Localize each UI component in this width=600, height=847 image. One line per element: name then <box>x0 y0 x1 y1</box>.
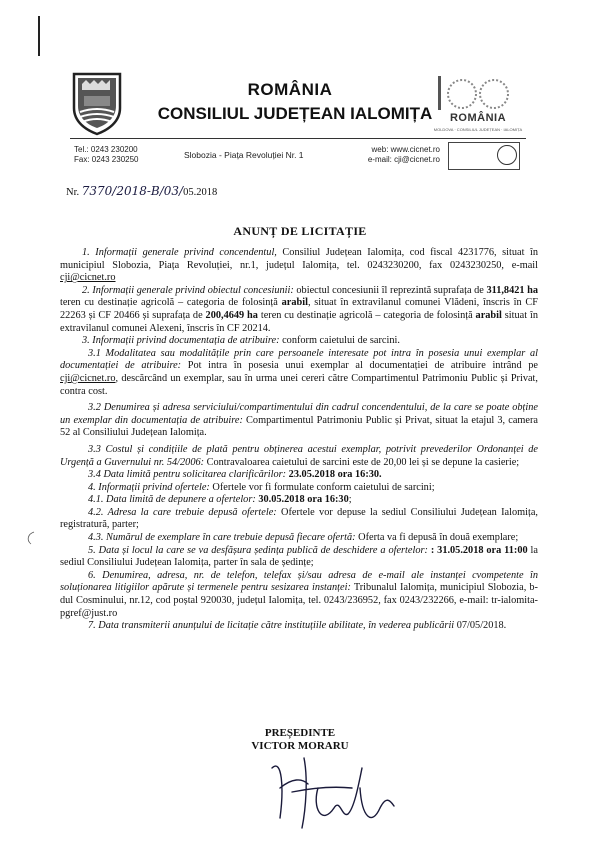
p33-text: Contravaloarea caietului de sarcini este de 20,00 lei și se depune la casierie; <box>204 456 520 468</box>
header-address: Slobozia - Piața Revoluției Nr. 1 <box>184 150 304 160</box>
p3-text: conform caietului de sarcini. <box>279 335 400 347</box>
document-body <box>60 247 538 633</box>
header-divider <box>70 138 526 139</box>
header-country: ROMÂNIA <box>247 80 333 99</box>
p2-area-1: 311,8421 ha <box>486 284 538 296</box>
p1-text: Consiliul Județean Ialomița, cod fiscal 4231776, situat în municipiul Slobozia, Piața Revoluției, nr.1, județul Ialomița, tel. 0243230200, fax 0243230250, e-mail <box>60 247 538 271</box>
paragraph-6 <box>60 570 538 620</box>
p4-text: Ofertele vor fi formulate conform caietului de sarcini; <box>209 481 435 493</box>
paragraph-3 <box>60 335 538 348</box>
p2-label: 2. Informații generale privind obiectul concesiunii: <box>82 284 294 296</box>
header-web-block <box>344 145 440 165</box>
reference-number <box>66 184 217 198</box>
header-tel: Tel.: 0243 230200 <box>74 145 138 154</box>
handwritten-signature-icon <box>262 748 422 838</box>
header-fax: Fax: 0243 230250 <box>74 155 139 164</box>
p2-use-2: arabil <box>475 309 502 321</box>
p32-text: Compartimentul Patrimoniu Public și Privat, situat la etajul 3, camera 52 al Consiliului Județean Ialomița. <box>60 414 538 439</box>
p5-text: la sediul Consiliului Județean Ialomița, parter în sala de ședințe; <box>60 544 538 569</box>
p2-area-2: 200,4649 ha <box>205 309 258 321</box>
p2-text-a: obiectul concesiunii îl reprezintă suprafața de <box>293 284 487 296</box>
p42-label: 4.2. Adresa la care trebuie depusă ofertele: <box>88 506 277 518</box>
p6-text: Tribunalul Ialomița, municipiul Slobozia, b-dul Cosminului, nr.12, cod poștal 920030, județul Ialomița, tel. 0243/236952, fax 0243/232266, e-mail: tr-ialomita-pgref@just.ro <box>60 582 538 619</box>
paragraph-3-3 <box>60 444 538 469</box>
paragraph-3-2 <box>60 402 538 440</box>
header-web: web: www.cicnet.ro <box>371 145 440 154</box>
signatory-name: VICTOR MORARU <box>251 740 349 752</box>
header-email: e-mail: cji@cicnet.ro <box>367 155 440 164</box>
margin-pen-stroke <box>38 16 40 56</box>
centenary-subcaption: MOLDOVA · CONSILIUL JUDEȚEAN · IALOMIȚA <box>433 127 523 132</box>
p34-value: 23.05.2018 ora 16:30. <box>286 469 382 481</box>
paragraph-4 <box>60 482 538 495</box>
reference-prefix: Nr. <box>66 187 80 198</box>
reference-suffix: 05.2018 <box>183 187 218 198</box>
p41-tail: ; <box>348 494 352 506</box>
p31-label: 3.1 Modalitatea sau modalitățile prin care persoanele interesate pot intra în posesia unui exemplar al documentației de atribuire: <box>60 347 538 372</box>
p31-email-link[interactable]: cji@cicnet.ro <box>60 372 116 384</box>
p5-value: : 31.05.2018 ora 11:00 <box>427 544 528 556</box>
p42-text: Ofertele vor depuse la sediul Consiliului Județean Ialomița, registratură, parter; <box>60 506 538 531</box>
p41-label: 4.1. Data limită de depunere a ofertelor: <box>88 494 256 506</box>
margin-scribble-icon <box>22 530 38 546</box>
p5-label: 5. Data și locul la care se va desfășura ședința publică de deschidere a ofertelor: <box>88 544 428 556</box>
reference-handwritten: 7370/2018-B/03/ <box>81 184 184 198</box>
p33-label: 3.3 Costul și condițiile de plată pentru obținerea acestui exemplar, potrivit prevederilor Ordonanței de Urgență a Guvernului nr. 54/2006: <box>60 443 538 468</box>
header-phone-block <box>74 145 139 165</box>
p31-text-b: , descărcând un exemplar, sau în urma unei cereri către Compartimentul Patrimoniu Public și Privat, contra cost. <box>60 372 538 397</box>
paragraph-3-1 <box>60 348 538 398</box>
p2-use-1: arabil <box>281 297 308 309</box>
signatory-role: PREȘEDINTE <box>264 727 336 739</box>
p3-label: 3. Informații privind documentația de atribuire: <box>82 335 280 347</box>
p7-text: 07/05/2018. <box>454 620 507 632</box>
p41-value: 30.05.2018 ora 16:30 <box>255 494 349 506</box>
p34-label: 3.4 Data limită pentru solicitarea clarificărilor: <box>88 469 287 481</box>
paragraph-5 <box>60 545 538 570</box>
p31-text-a: Pot intra în posesia unui exemplar al documentației de atribuire intrând pe <box>181 360 539 372</box>
p2-text-c: , situat în extravilanul comunei Vlădeni, înscris în CF 22263 și CF 20466 și suprafața de <box>60 297 538 321</box>
document-title: ANUNȚ DE LICITAȚIE <box>233 224 367 238</box>
p32-label: 3.2 Denumirea și adresa serviciului/compartimentului din cadrul concendentului, de la care se poate obține un exemplar din documentația de atribuire: <box>60 402 538 426</box>
p2-text-e: situat în extravilanul comunei Alexeni, înscris în CF 20214. <box>60 309 538 334</box>
paragraph-1 <box>60 247 538 285</box>
centenary-caption: ROMÂNIA <box>449 112 507 124</box>
certification-badge-icon <box>497 145 517 165</box>
p4-label: 4. Informații privind ofertele: <box>88 481 210 493</box>
p6-label: 6. Denumirea, adresa, nr. de telefon, telefax și/sau adresa de e-mail ale instanței cvompetente în soluționarea litigiilor apărute și termenele pentru sesizarea instanței: <box>60 569 538 594</box>
p2-text-d: teren cu destinație agricolă – categoria de folosință <box>257 309 476 321</box>
county-crest-icon <box>70 70 124 136</box>
paragraph-4-3 <box>60 532 538 545</box>
paragraph-4-2 <box>60 507 538 532</box>
paragraph-2 <box>60 285 538 335</box>
header-council-name: CONSILIUL JUDEȚEAN IALOMIȚA <box>157 104 433 123</box>
p43-text: Oferta va fi depusă în două exemplare; <box>355 532 519 544</box>
paragraph-4-1 <box>60 494 538 507</box>
p43-label: 4.3. Numărul de exemplare în care trebuie depusă fiecare ofertă: <box>88 532 356 544</box>
paragraph-7 <box>60 620 538 633</box>
p1-email-link[interactable]: cji@cicnet.ro <box>60 272 116 284</box>
p2-text-b: teren cu destinație agricolă – categoria de folosință <box>60 297 282 309</box>
p7-label: 7. Data transmiterii anunțului de licitație către instituțiile abilitate, în vederea publicării <box>88 620 455 632</box>
paragraph-3-4 <box>60 469 538 482</box>
p1-label: 1. Informații generale privind concendentul, <box>82 247 277 258</box>
